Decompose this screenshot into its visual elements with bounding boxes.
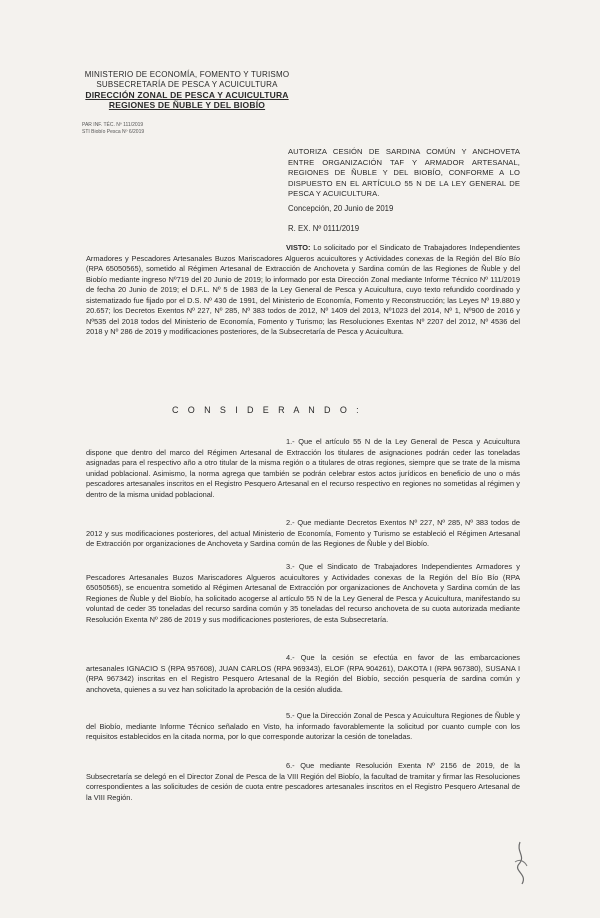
considerando-heading: C O N S I D E R A N D O : (172, 405, 363, 415)
header-line-regiones: REGIONES DE ÑUBLE Y DEL BIOBÍO (108, 100, 266, 110)
considerando-paragraph: 5.- Que la Dirección Zonal de Pesca y Acuicultura Regiones de Ñuble y del Biobío, mediante Informe Técnico señalado en Visto, ha informado favorablemente la solicitud por cuanto cumple con los requisitos establecidos en la citada norma, por lo que corresponde autorizar la cesión de toneladas. (86, 711, 520, 741)
considerando-paragraph: 1.- Que el artículo 55 N de la Ley General de Pesca y Acuicultura dispone que dentro del marco del Régimen Artesanal de Extracción los titulares de asignaciones podrán ceder las toneladas asignadas para el respectivo año a otro titular de la misma región o a titulares de otras regiones, siempre que se trate de la misma unidad poblacional. Asimismo, la norma agrega que también se podrán celebrar estos actos jurídicos en beneficio de uno o más pescadores artesanales inscritos en el Registro Pesquero Artesanal en el recurso respectivo en regiones no sometidas al régimen y dentro de la misma unidad poblacional. (86, 437, 520, 499)
reference-line: STI Biobío Pesca Nº 6/2019 (82, 128, 145, 135)
header-line-ministry: MINISTERIO DE ECONOMÍA, FOMENTO Y TURISMO (84, 70, 290, 79)
reference-line: PAR INF. TÉC. Nº 111/2019 (82, 122, 144, 128)
institution-header (82, 70, 292, 110)
resolution-number: R. EX. Nº 0111/2019 (288, 224, 360, 233)
visto-label: VISTO: (286, 243, 311, 252)
handwritten-initial-mark (506, 838, 536, 888)
visto-text: Lo solicitado por el Sindicato de Trabajadores Independientes Armadores y Pescadores Artesanales Buzos Mariscadores Algueros acuicultores y Actividades conexas de la Región del Bío Bío (RPA 65050565), sometido al Régimen Artesanal de Extracción de Anchoveta y Sardina común de las Regiones de Ñuble y del Biobío mediante ingreso Nº719 del 20 Junio de 2019; lo informado por esta Dirección Zonal mediante Informe Técnico Nº 111/2019 de fecha 20 Junio de 2019; el D.F.L. Nº 5 de 1983 de la Ley General de Pesca y Acuicultura, cuyo texto refundido coordinado y sistematizado fue fijado por el D.S. Nº 430 de 1991, del Ministerio de Economía, Fomento y Reconstrucción; las Leyes Nº 19.880 y 20.657; los Decretos Exentos Nº 227, Nº 285, Nº 383 todos de 2012, Nº 1409 del 2013, Nº1023 del 2014, Nº 1, Nº900 de 2016 y Nº535 del 2018 todos del Ministerio de Economía, Fomento y Turismo; las Resoluciones Exentas Nº 2207 del 2012, Nº 4536 del 2018 y Nº 286 de 2019 y modificaciones posteriores, de la Subsecretaría de Pesca y Acuicultura. (86, 243, 520, 336)
considerando-paragraph: 4.- Que la cesión se efectúa en favor de las embarcaciones artesanales IGNACIO S (RPA 957608), JUAN CARLOS (RPA 969343), ELOF (RPA 904261), DAKOTA I (RPA 967380), SUSANA I (RPA 967342) inscritas en el Registro Pesquero Artesanal de la Región del Biobío, sección pesquería de sardina común y anchoveta, quienes a su vez han solicitado la aprobación de la cesión aludida. (86, 653, 520, 694)
considerando-paragraph: 2.- Que mediante Decretos Exentos Nº 227, Nº 285, Nº 383 todos de 2012 y sus modificaciones posteriores, del actual Ministerio de Economía, Fomento y Turismo se estableció el Régimen Artesanal de Extracción por organizaciones de Anchoveta y Sardina común de las Regiones de Ñuble y del Biobío. (86, 518, 520, 548)
header-line-direccion: DIRECCIÓN ZONAL DE PESCA Y ACUICULTURA (85, 90, 289, 100)
visto-paragraph (86, 243, 520, 338)
document-subject: AUTORIZA CESIÓN DE SARDINA COMÚN Y ANCHOVETA ENTRE ORGANIZACIÓN TAF Y ARMADOR ARTESANAL, REGIONES DE ÑUBLE Y DEL BIOBÍO, CONFORME A LO DISPUESTO EN EL ARTÍCULO 55 N DE LA LEY GENERAL DE PESCA Y ACUICULTURA. (288, 147, 520, 199)
considerando-paragraph: 3.- Que el Sindicato de Trabajadores Independientes Armadores y Pescadores Artesanales Buzos Mariscadores Algueros acuicultores y Actividades conexas de la Región del Bío Bío (RPA 65050565), se encuentra sometido al Régimen Artesanal de Extracción por organizaciones de Anchoveta y Sardina común de las Regiones de Ñuble y del Biobío, ha solicitado acogerse al artículo 55 N de la Ley General de Pesca y Acuicultura, manifestando su voluntad de ceder 35 toneladas del recurso sardina común y 35 toneladas del recurso anchoveta de su cuota autorizada mediante Resolución Exenta Nº 286 de 2019 y sus modificaciones posteriores, de esta Subsecretaría. (86, 562, 520, 624)
considerando-paragraph: 6.- Que mediante Resolución Exenta Nº 2156 de 2019, de la Subsecretaría se delegó en el Director Zonal de Pesca de la VIII Región del Biobío, la facultad de tramitar y firmar las Resoluciones correspondientes a las solicitudes de cesión de cuota entre pescadores artesanales inscritos en el Registro Pesquero Artesanal de la VIII Región. (86, 761, 520, 802)
header-line-subsecretaria: SUBSECRETARÍA DE PESCA Y ACUICULTURA (96, 80, 278, 89)
reference-lines (82, 122, 302, 135)
document-date: Concepción, 20 Junio de 2019 (288, 204, 394, 213)
